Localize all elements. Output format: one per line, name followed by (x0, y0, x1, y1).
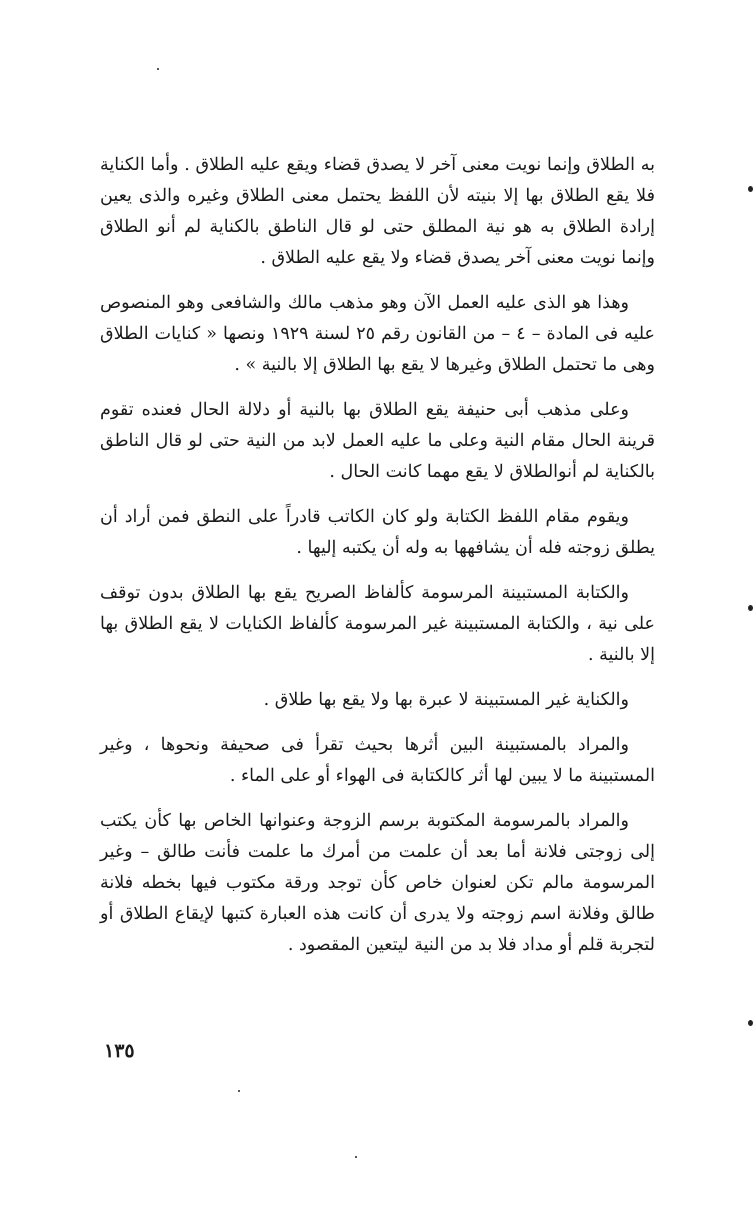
paragraph-3: وعلى مذهب أبى حنيفة يقع الطلاق بها بالنية أو دلالة الحال فعنده تقوم قرينة الحال مقام النية وعلى ما عليه العمل لابد من النية حتى لو قال الناطق بالكناية لم أنوالطلاق لا يقع مهما كانت الحال . (100, 400, 655, 482)
scan-speck (748, 186, 753, 192)
scan-speck (157, 68, 159, 70)
paragraph-2: وهذا هو الذى عليه العمل الآن وهو مذهب مالك والشافعى وهو المنصوص عليه فى المادة – ٤ – من القانون رقم ٢٥ لسنة ١٩٢٩ ونصها « كنايات الطلاق وهى ما تحتمل الطلاق وغيرها لا يقع بها الطلاق إلا بالنية » . (100, 293, 655, 375)
paragraph-4: ويقوم مقام اللفظ الكتابة ولو كان الكاتب قادراً على النطق فمن أراد أن يطلق زوجته فله أن يشافهها به وله أن يكتبه إليها . (100, 507, 655, 558)
scan-speck (238, 1090, 240, 1092)
paragraph-6: والكناية غير المستبينة لا عبرة بها ولا يقع بها طلاق . (263, 690, 629, 710)
paragraph-5: والكتابة المستبينة المرسومة كألفاظ الصريح يقع بها الطلاق بدون توقف على نية ، والكتابة المستبينة غير المرسومة كألفاظ الكنايات لا يقع الطلاق بها إلا بالنية . (100, 583, 655, 665)
paragraph-1: به الطلاق وإنما نويت معنى آخر لا يصدق قضاء ويقع عليه الطلاق . وأما الكناية فلا يقع الطلاق بها إلا بنيته لأن اللفظ يحتمل معنى الطلاق وغيره والذى يعين إرادة الطلاق به هو نية المطلق حتى لو قال الناطق بالكناية لم أنو الطلاق وإنما نويت معنى آخر يصدق قضاء ولا يقع عليه الطلاق . (100, 155, 655, 268)
scan-speck (355, 1156, 357, 1158)
paragraph-8: والمراد بالمرسومة المكتوبة برسم الزوجة وعنوانها الخاص بها كأن يكتب إلى زوجتى فلانة أما بعد أن علمت من أمرك ما علمت فأنت طالق – وغير المرسومة مالم تكن لعنوان خاص كأن توجد ورقة مكتوب فيها بخطه فلانة طالق وفلانة اسم زوجته ولا يدرى أن كانت هذه العبارة كتبها لإيقاع الطلاق أو لتجربة قلم أو مداد فلا بد من النية ليتعين المقصود . (100, 811, 655, 955)
page-number: ١٣٥ (104, 1040, 135, 1062)
scan-speck (748, 1020, 753, 1026)
scan-speck (748, 605, 753, 611)
body-text (100, 150, 655, 975)
paragraph-7: والمراد بالمستبينة البين أثرها بحيث تقرأ فى صحيفة ونحوها ، وغير المستبينة ما لا يبين لها أثر كالكتابة فى الهواء أو على الماء . (100, 735, 655, 786)
